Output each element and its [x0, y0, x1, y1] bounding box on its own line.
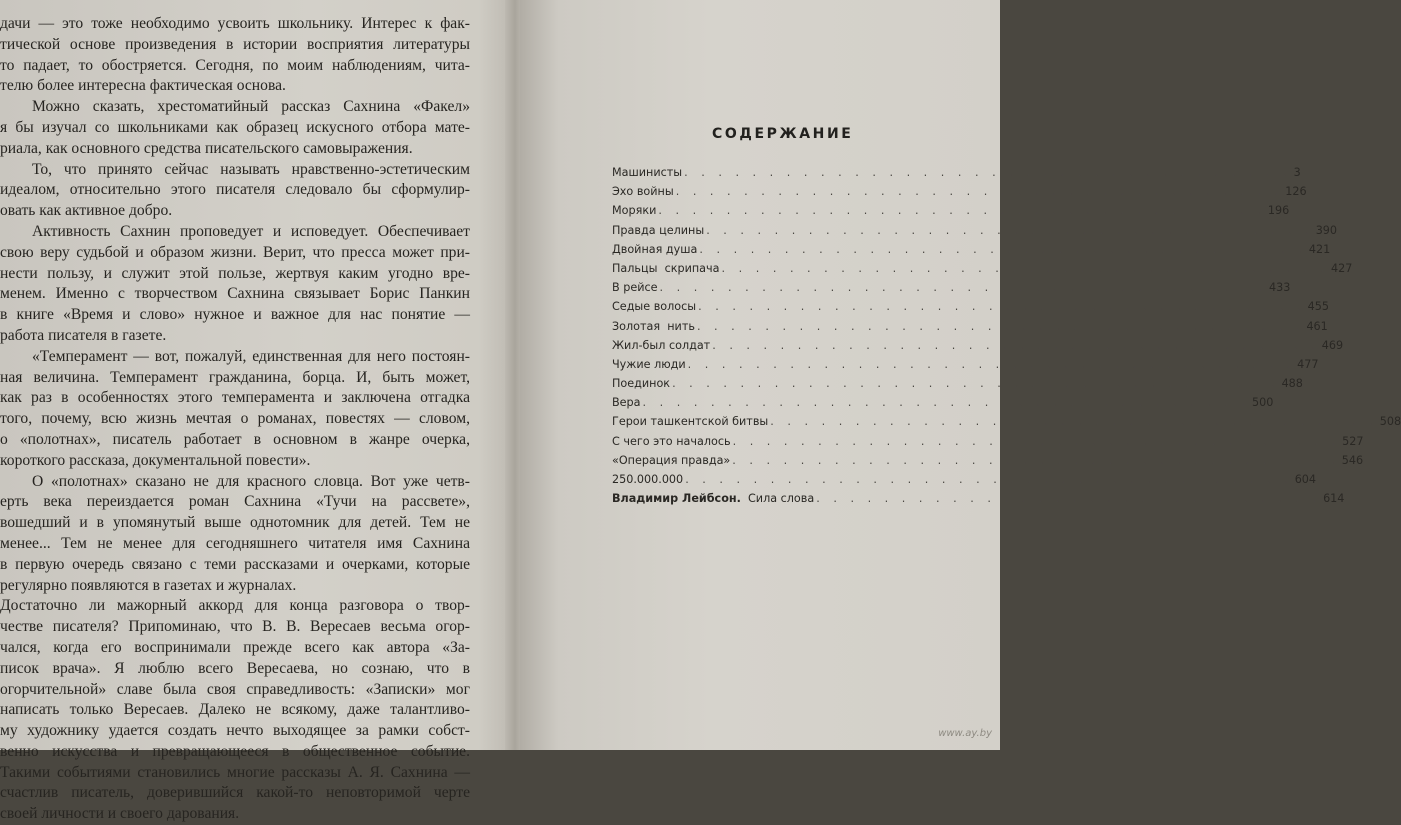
- toc-leader-dots: . . . . . . . . . . . . . . . . . . . . . . . . . . . . . . . . . . . .: [684, 166, 1292, 179]
- left-page: [0, 0, 520, 823]
- text-line: идеалом, относительно этого писателя следовало бы сформулир-: [0, 181, 470, 199]
- toc-item-title: Двойная душа: [612, 242, 698, 256]
- text-line: овать как активное добро.: [0, 202, 173, 220]
- toc-item-page: 488: [1281, 377, 1303, 391]
- toc-item-page: 508: [1379, 415, 1401, 429]
- toc-item-page: 546: [1341, 453, 1364, 467]
- text-line: «Темперамент — вот, пожалуй, единственная для него постоян-: [32, 347, 470, 365]
- text-line: в книге «Время и слово» нужное и важное для нас понятие —: [0, 306, 470, 324]
- text-line: Активность Сахнин проповедует и исповедует. Обеспечивает: [32, 222, 470, 240]
- text-line: чался, когда его воспринимали прежде всего как автора «За-: [0, 638, 470, 656]
- toc-row: [612, 185, 1307, 204]
- toc-item-title: Вера: [612, 396, 641, 410]
- toc-item-page: 126: [1285, 185, 1307, 199]
- toc-leader-dots: . . . . . . . . . . . . . . . . . . . . . . . . . . . . . . . . . . . .: [658, 204, 1266, 218]
- toc-leader-dots: . . . . . . . . . . . . . . . . . . . . . . . . . . . . . . . . . . . .: [770, 415, 1378, 429]
- toc-row: [612, 338, 1344, 358]
- toc-item-title: Правда целины: [612, 223, 705, 237]
- text-line: своей личности и своего дарования.: [0, 805, 240, 823]
- toc-leader-dots: . . . . . . . . . . . . . . . . . . . . . . . . . . . . . . . . . . . .: [696, 319, 1305, 333]
- toc-item-page: 604: [1294, 473, 1317, 486]
- text-line: ная величина. Темперамент гражданина, борца. И, быть может,: [0, 368, 470, 386]
- toc-final-page: 614: [1323, 492, 1345, 506]
- text-line: счастлив писатель, доверившийся какой-то неповторимой черте: [0, 784, 470, 802]
- toc-row: [612, 415, 1401, 434]
- toc-item-title: «Операция правда»: [612, 453, 731, 467]
- toc-item-title: Седые волосы: [612, 300, 697, 314]
- toc-item-title: Поединок: [612, 377, 671, 391]
- toc-item-title: Моряки: [612, 204, 657, 218]
- toc-leader-dots: . . . . . . . . . . . . . . . . . . . . . . . . . . . . . . . . . . . .: [706, 223, 1314, 237]
- toc-row: [612, 453, 1364, 473]
- toc-item-page: 433: [1269, 281, 1291, 295]
- toc-row: [612, 223, 1338, 243]
- text-line: работа писателя в газете.: [0, 326, 167, 344]
- text-line: писок врача». Я люблю всего Вересаева, но сознаю, что в: [0, 659, 470, 677]
- toc-row: [612, 377, 1303, 396]
- toc-leader-dots: . . . . . . . . . . . . . . . . . . . . . . . . . . . . . . . . . . . .: [642, 396, 1251, 410]
- text-line: я бы изучал со школьниками как образец искусного отбора мате-: [0, 118, 470, 136]
- text-line: риала, как основного средства писательского самовыражения.: [0, 139, 413, 157]
- toc-item-page: 196: [1267, 204, 1290, 218]
- toc-row: [612, 242, 1331, 262]
- text-line: ерть века переиздается роман Сахнина «Тучи на рассвете»,: [0, 493, 470, 511]
- text-line: как раз в особенностях этого темперамента и заключена отгадка: [0, 389, 470, 407]
- text-line: написать только Вересаев. Далеко не всякому, даже талантливо-: [0, 701, 470, 719]
- toc-item-title: Машинисты: [612, 166, 683, 179]
- toc-row: [612, 434, 1364, 454]
- toc-item-page: 427: [1331, 261, 1353, 275]
- text-line: телю более интересна фактическая основа.: [0, 77, 286, 95]
- toc-item-title: Жил-был солдат: [612, 338, 711, 352]
- toc-row: [612, 166, 1301, 185]
- text-line: вошедший и в упомянутый выше однотомник для детей. Тем не: [0, 514, 470, 532]
- toc-leader-dots: . . . . . . . . . . . . . . . . . . . . . . . . . . . . . . . . . . . .: [672, 377, 1280, 391]
- text-line: свою веру судьбой и образом жизни. Верит, что пресса может при-: [0, 243, 470, 261]
- toc-leader-dots: . . . . . . . . . . . . . . . . . . . . . . . . . . . . . .: [816, 492, 1322, 506]
- text-line: короткого рассказа, документальной повести».: [0, 451, 311, 469]
- toc-leader-dots: . . . . . . . . . . . . . . . . . . . . . . . . . . . . . . . . . . . .: [699, 242, 1307, 256]
- toc-item-page: 469: [1321, 338, 1344, 352]
- toc-leader-dots: . . . . . . . . . . . . . . . . . . . . . . . . . . . . . . . . . . . .: [698, 300, 1306, 314]
- text-line: дачи — это тоже необходимо усвоить школьнику. Интерес к фак-: [0, 15, 470, 32]
- toc-row: [612, 319, 1328, 339]
- watermark: www.ay.by: [938, 728, 992, 739]
- text-line: огорчительной» славе была своя справедливость: «Записки» мог: [0, 680, 470, 698]
- text-line: честве писателя? Припоминаю, что В. В. Вересаев весьма огор-: [0, 618, 470, 636]
- toc-final-title: Сила слова: [747, 492, 815, 506]
- toc-title: СОДЕРЖАНИЕ: [712, 126, 854, 142]
- toc-item-page: 421: [1308, 242, 1331, 256]
- text-line: менем. Именно с творчеством Сахнина связывает Борис Панкин: [0, 285, 470, 303]
- toc-item-title: Эхо войны: [612, 185, 674, 199]
- toc-row: [612, 357, 1319, 377]
- toc-item-title: Пальцы скрипача: [612, 261, 720, 275]
- text-line: о «полотнах», писатель работает в основном в жанре очерка,: [0, 430, 470, 448]
- text-line: му художнику удается создать нечто выходящее за рамки собст-: [0, 722, 470, 740]
- toc-item-page: 500: [1252, 396, 1274, 410]
- toc-item-page: 3: [1293, 166, 1301, 179]
- text-line: нести пользу, и служит этой пользе, жертвуя каким угодно вре-: [0, 264, 470, 282]
- toc-row: [612, 281, 1291, 300]
- text-line: в первую очередь связано с теми рассказами и очерками, которые: [0, 555, 470, 573]
- text-line: Такими событиями становились многие рассказы А. Я. Сахнина —: [0, 763, 470, 781]
- text-line: того, почему, всю жизнь мечтая о романах, повестях — словом,: [0, 410, 470, 428]
- text-line: То, что принято сейчас называть нравственно-эстетическим: [32, 160, 470, 178]
- toc-item-page: 477: [1297, 357, 1319, 371]
- toc-leader-dots: . . . . . . . . . . . . . . . . . . . . . . . . . . . . . . . . . . . .: [732, 453, 1340, 467]
- text-line: тической основе произведения в истории восприятия литературы: [0, 35, 470, 53]
- table-of-contents: [612, 166, 1401, 511]
- text-line: Можно сказать, хрестоматийный рассказ Сахнина «Факел»: [32, 98, 470, 116]
- toc-row-final: [612, 492, 1345, 511]
- text-line: регулярно появляются в газетах и журналах.: [0, 576, 297, 594]
- text-line: Достаточно ли мажорный аккорд для конца разговора о твор-: [0, 597, 470, 615]
- toc-leader-dots: . . . . . . . . . . . . . . . . . . . . . . . . . . . . . . . . . . . .: [721, 261, 1329, 275]
- text-line: то падает, то обостряется. Сегодня, по моим наблюдениям, чита-: [0, 56, 470, 74]
- toc-leader-dots: . . . . . . . . . . . . . . . . . . . . . . . . . . . . . . . . . . . .: [675, 185, 1284, 199]
- toc-item-title: В рейсе: [612, 281, 658, 295]
- toc-row: [612, 204, 1290, 223]
- body-text: [0, 14, 470, 825]
- toc-item-page: 390: [1315, 223, 1338, 237]
- toc-row: [612, 396, 1274, 415]
- toc-row: [612, 300, 1329, 319]
- toc-item-title: 250.000.000: [612, 473, 684, 486]
- toc-leader-dots: . . . . . . . . . . . . . . . . . . . . . . . . . . . . . . . . . . . .: [685, 473, 1293, 486]
- toc-item-page: 527: [1342, 434, 1364, 448]
- toc-item-title: Чужие люди: [612, 357, 686, 371]
- toc-leader-dots: . . . . . . . . . . . . . . . . . . . . . . . . . . . . . . . . . . . .: [732, 434, 1341, 448]
- toc-item-title: Герои ташкентской битвы: [612, 415, 769, 429]
- toc-author: Владимир Лейбсон.: [612, 492, 741, 506]
- toc-row: [612, 473, 1317, 492]
- toc-leader-dots: . . . . . . . . . . . . . . . . . . . . . . . . . . . . . . . . . . . .: [659, 281, 1268, 295]
- text-line: О «полотнах» сказано не для красного словца. Вот уже четв-: [32, 472, 470, 490]
- toc-leader-dots: . . . . . . . . . . . . . . . . . . . . . . . . . . . . . . . . . . . .: [687, 357, 1296, 371]
- toc-item-page: 455: [1307, 300, 1329, 314]
- toc-item-page: 461: [1306, 319, 1328, 333]
- toc-row: [612, 261, 1353, 281]
- text-line: венно искусства и превращающееся в общественное событие.: [0, 742, 470, 760]
- toc-item-title: Золотая нить: [612, 319, 695, 333]
- toc-leader-dots: . . . . . . . . . . . . . . . . . . . . . . . . . . . . . . . . . . . .: [712, 338, 1320, 352]
- text-line: менее... Тем не менее для сегодняшнего читателя имя Сахнина: [0, 534, 470, 552]
- toc-item-title: С чего это началось: [612, 434, 731, 448]
